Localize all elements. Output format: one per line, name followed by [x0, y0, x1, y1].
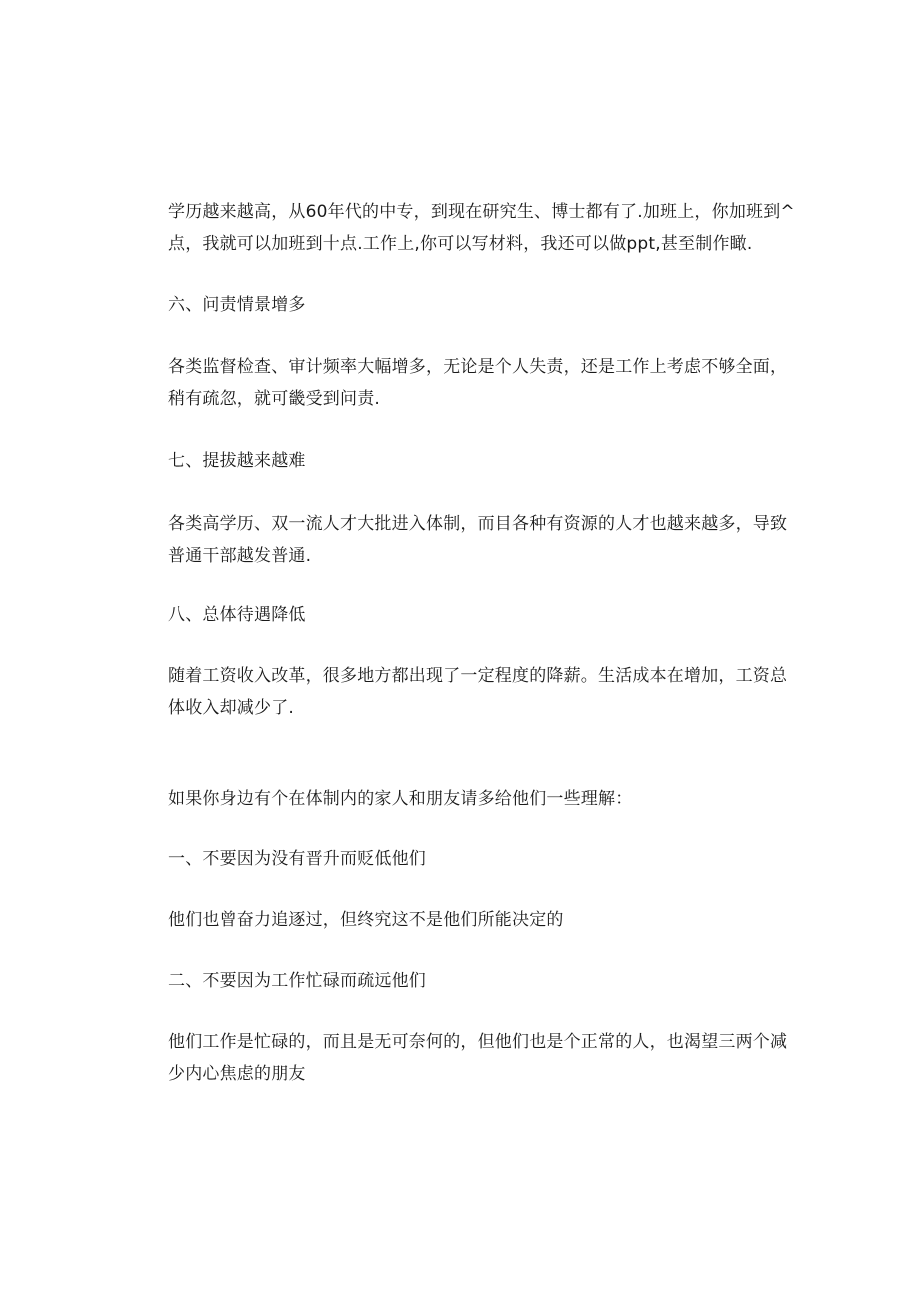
heading-one: 一、不要因为没有晋升而贬低他们 [168, 849, 426, 869]
paragraph-line: 他们工作是忙碌的，而且是无可奈何的，但他们也是个正常的人，也渴望三两个减 [168, 1032, 788, 1052]
paragraph-busy [133, 1026, 793, 1090]
paragraph-promotion [133, 508, 793, 572]
paragraph-line: 体收入却减少了. [168, 698, 295, 718]
heading-seven: 七、提拔越来越难 [168, 451, 306, 471]
paragraph-line: 各类高学历、双一流人才大批进入体制，而目各种有资源的人才也越来越多，导致 [168, 514, 788, 534]
intro-line: 如果你身边有个在体制内的家人和朋友请多给他们一些理解： [168, 789, 633, 809]
paragraph-accountability [133, 351, 793, 415]
paragraph-salary [133, 660, 793, 724]
paragraph-line: 学历越来越高，从60年代的中专，到现在研究生、博士都有了.加班上，你加班到^ [168, 202, 795, 222]
paragraph-line: 点，我就可以加班到十点.工作上,你可以写材料，我还可以做ppt,甚至制作瞰. [168, 234, 753, 254]
paragraph-line: 稍有疏忽，就可畿受到问责. [168, 389, 381, 409]
paragraph-line: 少内心焦虑的朋友 [168, 1064, 306, 1084]
paragraph-line: 随着工资收入改革，很多地方都出现了一定程度的降薪。生活成本在增加，工资总 [168, 666, 788, 686]
paragraph-line: 各类监督检查、审计频率大幅增多，无论是个人失责，还是工作上考虑不够全面， [168, 357, 788, 377]
heading-eight: 八、总体待遇降低 [168, 605, 306, 625]
paragraph-effort: 他们也曾奋力追逐过，但终究这不是他们所能决定的 [168, 910, 564, 930]
heading-two: 二、不要因为工作忙碌而疏远他们 [168, 971, 426, 991]
paragraph-line: 普通干部越发普通. [168, 546, 312, 566]
paragraph-education [133, 196, 793, 260]
heading-six: 六、问责情景增多 [168, 295, 306, 315]
